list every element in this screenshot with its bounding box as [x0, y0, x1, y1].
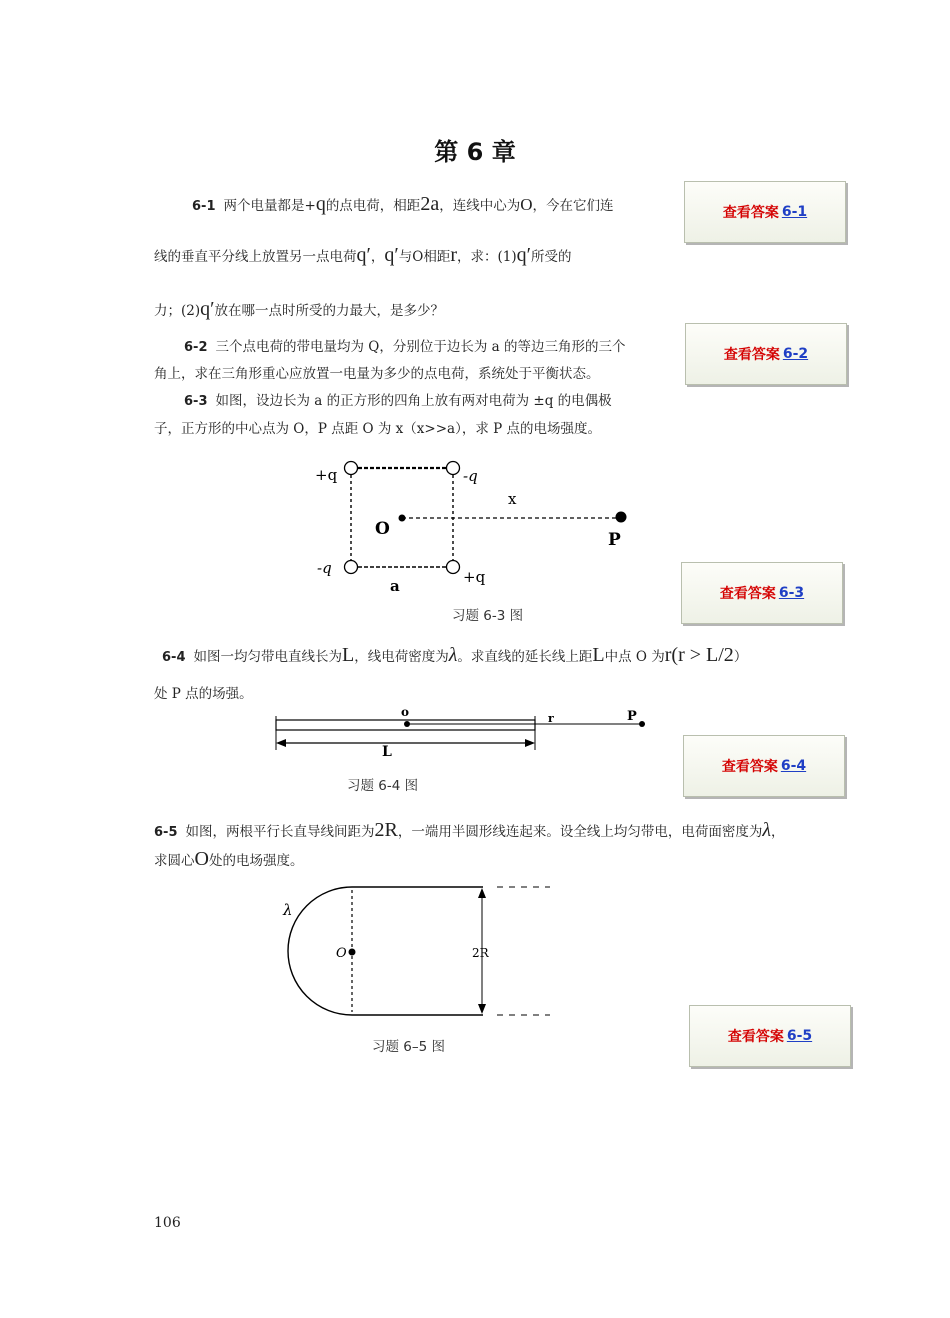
problem-6-2-line-2: 角上，求在三角形重心应放置一电量为多少的点电荷，系统处于平衡状态。	[154, 366, 600, 382]
label-l: L	[382, 744, 392, 760]
point-p	[639, 721, 645, 727]
page-number: 106	[154, 1215, 181, 1231]
problem-6-5-line-2: 求圆心O处的电场强度。	[154, 848, 304, 870]
point-p	[616, 512, 627, 523]
answer-link-6-3[interactable]: 6-3	[778, 585, 805, 601]
answer-link-6-4[interactable]: 6-4	[780, 758, 807, 774]
charge-bottom-right	[447, 561, 460, 574]
problem-number: 6-4	[162, 650, 186, 665]
label-bottom-left: -q	[317, 559, 332, 577]
charge-bottom-left	[345, 561, 358, 574]
view-answer-6-4-button[interactable]: 查看答案 6-4	[683, 735, 845, 797]
problem-6-3-line-2: 子，正方形的中心点为 O，P 点距 O 为 x（x>>a），求 P 点的电场强度。	[154, 421, 601, 437]
problem-number: 6-2	[184, 340, 208, 355]
caption-6-4: 习题 6-4 图	[347, 778, 419, 794]
problem-6-3-line-1: 6-3 如图，设边长为 a 的正方形的四角上放有两对电荷为 ±q 的电偶极	[184, 393, 612, 409]
problem-6-1-line-3: 力；(2)q′放在哪一点时所受的力最大，是多少？	[154, 298, 444, 320]
arrow-head-down	[478, 1004, 486, 1014]
arrow-head-up	[478, 888, 486, 898]
caption-6-5: 习题 6–5 图	[372, 1039, 446, 1055]
answer-link-6-1[interactable]: 6-1	[781, 204, 808, 220]
point-o	[399, 515, 406, 522]
label-x: x	[508, 490, 517, 508]
chapter-title: 第 6 章	[434, 138, 516, 166]
problem-6-4-line-2: 处 P 点的场强。	[154, 686, 253, 702]
label-o: o	[401, 705, 410, 719]
problem-6-1-line-2: 线的垂直平分线上放置另一点电荷q′，q′与O相距r，求：(1)q′所受的	[154, 244, 572, 266]
problem-number: 6-3	[184, 394, 208, 409]
problem-6-4-line-1: 6-4 如图一均匀带电直线长为L，线电荷密度为λ。求直线的延长线上距L中点 O 为r(r > L/2）	[162, 644, 748, 666]
label-o: O	[375, 519, 390, 539]
figure-6-4	[270, 702, 660, 762]
view-answer-6-1-button[interactable]: 查看答案 6-1	[684, 181, 846, 243]
label-r: r	[548, 712, 554, 725]
label-top-left: +q	[315, 466, 338, 484]
center-o	[349, 949, 356, 956]
figure-6-3	[300, 455, 650, 600]
figure-6-5	[275, 878, 560, 1028]
arrow-head-left	[276, 739, 286, 747]
label-top-right: -q	[463, 467, 478, 485]
problem-number: 6-1	[192, 199, 216, 214]
point-o	[404, 721, 410, 727]
caption-6-3: 习题 6-3 图	[452, 608, 524, 624]
label-2r: 2R	[472, 946, 489, 960]
label-p: P	[627, 709, 637, 724]
view-answer-6-2-button[interactable]: 查看答案 6-2	[685, 323, 847, 385]
charge-top-right	[447, 462, 460, 475]
answer-link-6-2[interactable]: 6-2	[782, 346, 809, 362]
label-bottom-right: +q	[463, 568, 486, 586]
answer-link-6-5[interactable]: 6-5	[786, 1028, 813, 1044]
label-a: a	[390, 577, 400, 595]
view-answer-6-5-button[interactable]: 查看答案 6-5	[689, 1005, 851, 1067]
charge-top-left	[345, 462, 358, 475]
view-answer-6-3-button[interactable]: 查看答案 6-3	[681, 562, 843, 624]
label-p: P	[608, 530, 621, 550]
label-o: O	[336, 946, 347, 961]
problem-6-1-line-1: 6-1 两个电量都是+q的点电荷，相距2a，连线中心为O，今在它们连	[192, 193, 614, 215]
problem-6-2-line-1: 6-2 三个点电荷的带电量均为 Q，分别位于边长为 a 的等边三角形的三个	[184, 339, 626, 355]
label-lambda: λ	[283, 901, 293, 919]
problem-number: 6-5	[154, 825, 178, 840]
arrow-head-right	[525, 739, 535, 747]
problem-6-5-line-1: 6-5 如图，两根平行长直导线间距为2R，一端用半圆形线连起来。设全线上均匀带电，电荷面密度为λ，	[154, 819, 785, 841]
